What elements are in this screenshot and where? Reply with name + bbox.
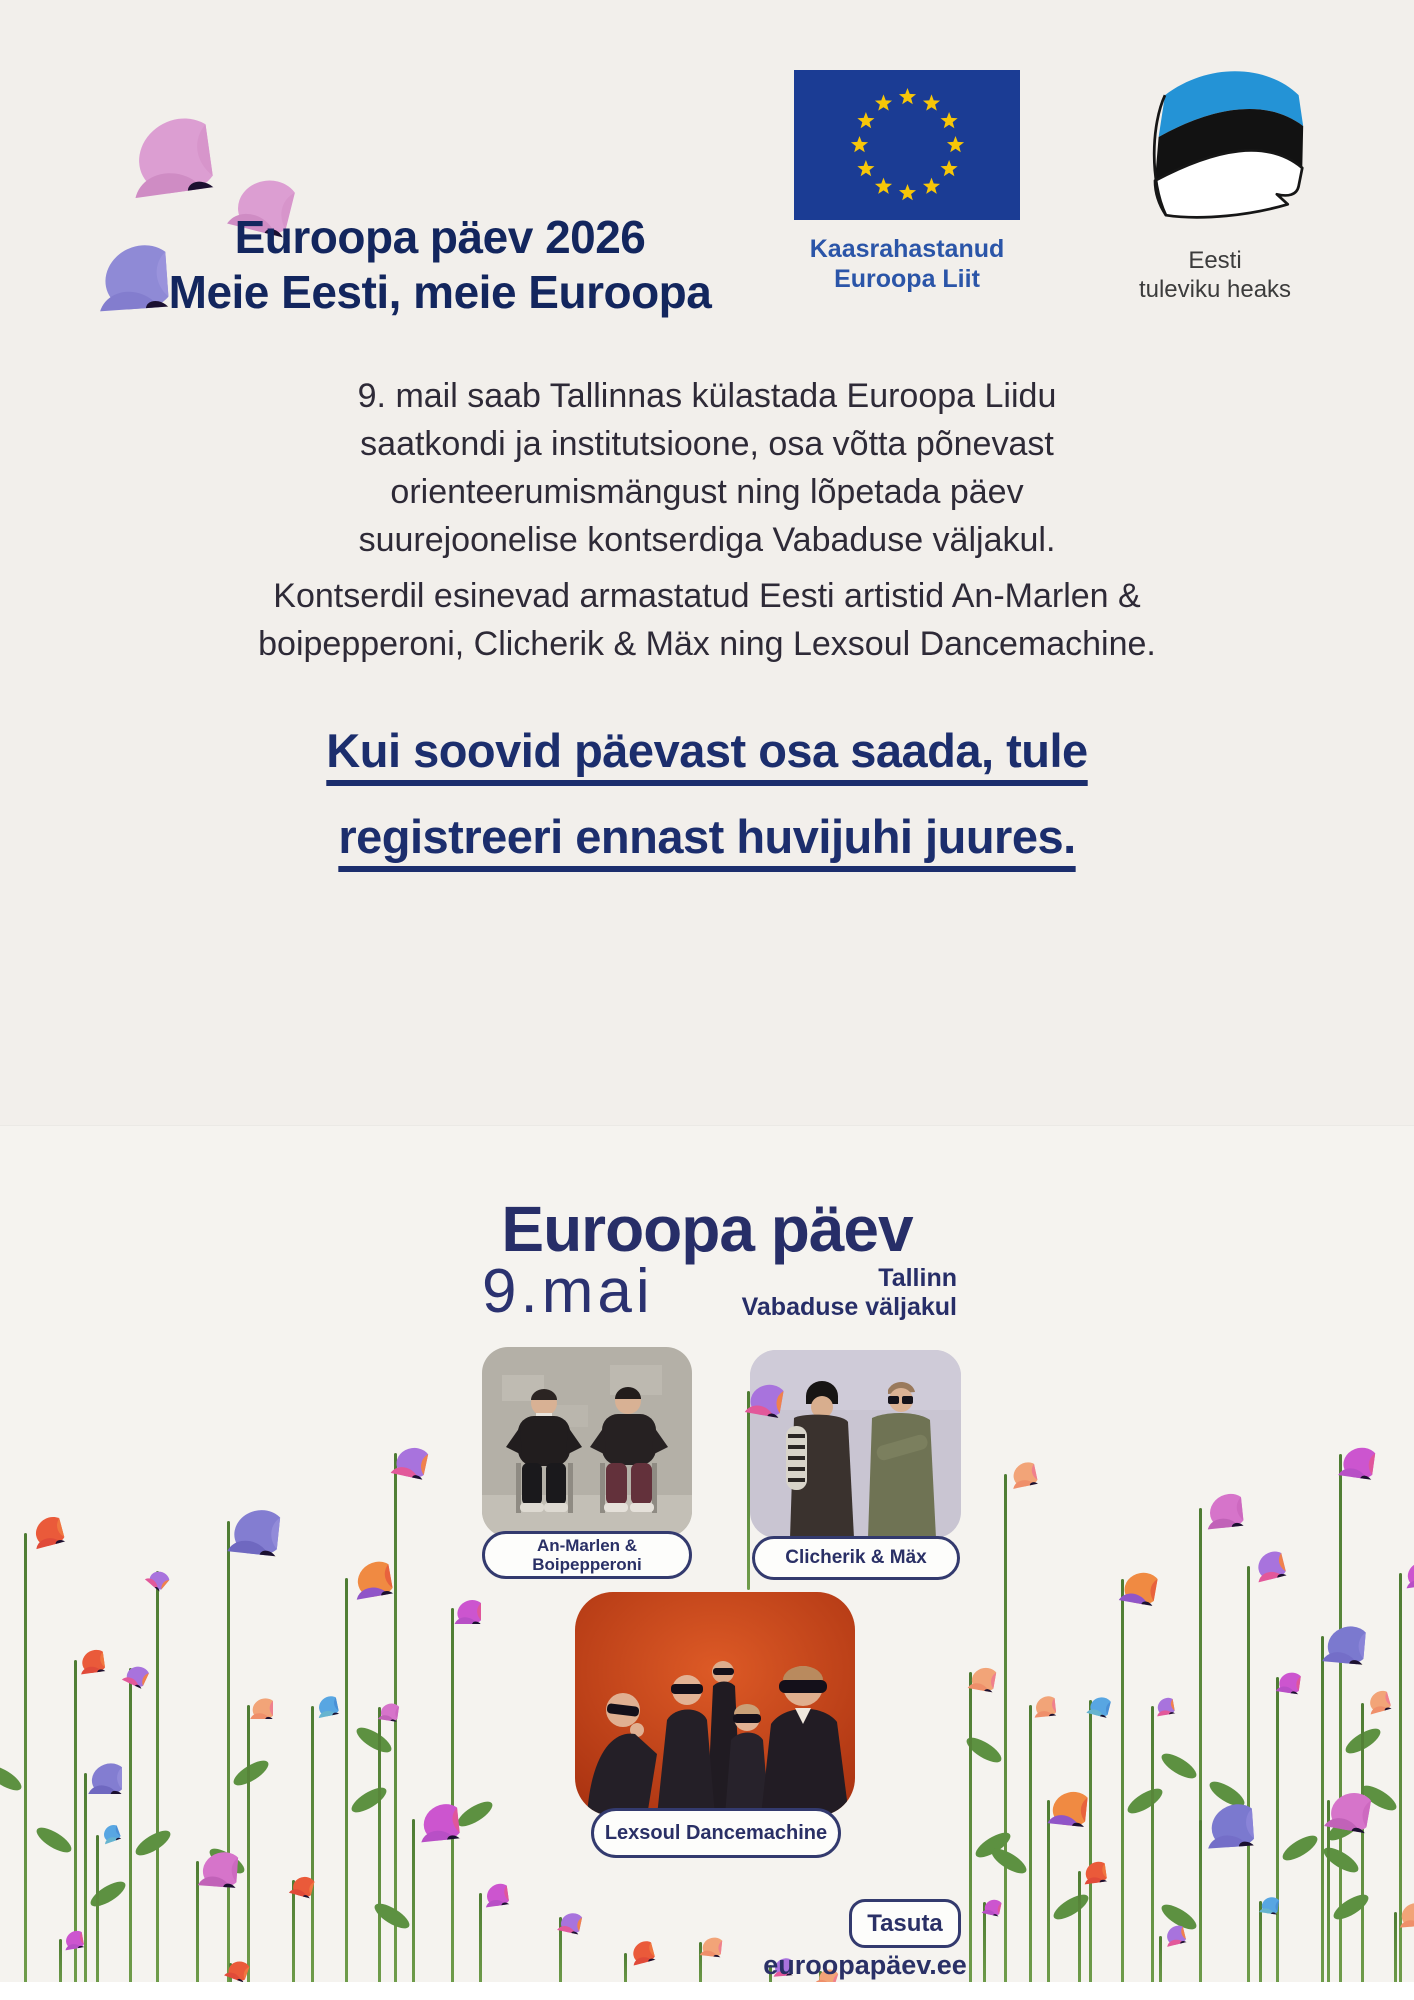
artist-name-badge: Clicherik & Mäx bbox=[752, 1536, 960, 1580]
poster-location bbox=[600, 1264, 957, 1322]
pansy-flower-icon bbox=[1365, 1870, 1414, 1931]
cta-line2: registreeri ennast huvijuhi juures. bbox=[338, 810, 1076, 863]
pansy-flower-icon bbox=[1051, 1832, 1107, 1888]
pansy-flower-icon bbox=[1129, 1674, 1175, 1720]
page-title-line1: Euroopa päev 2026 bbox=[234, 211, 646, 263]
pansy-flower-icon bbox=[285, 1669, 340, 1724]
registration-call-to-action bbox=[0, 708, 1414, 880]
poster-venue: Vabaduse väljakul bbox=[741, 1293, 957, 1321]
artist-name-badge: Lexsoul Dancemachine bbox=[591, 1808, 841, 1858]
estonia-swoosh-icon bbox=[1115, 52, 1315, 242]
page-title bbox=[140, 210, 740, 320]
flower-stem bbox=[1004, 1474, 1007, 1988]
estonia-logo-caption: Eesti tuleviku heaks bbox=[1138, 247, 1292, 303]
flower-stem bbox=[156, 1571, 159, 1988]
artist-photo-lexsoul bbox=[575, 1592, 855, 1816]
pansy-flower-icon bbox=[1156, 1446, 1244, 1534]
flower-stem bbox=[227, 1521, 230, 1988]
poster-date: 9.mai bbox=[482, 1257, 654, 1326]
pansy-flower-icon bbox=[1367, 1527, 1414, 1593]
poster-city: Tallinn bbox=[878, 1264, 957, 1292]
pansy-flower-icon bbox=[1003, 1737, 1093, 1827]
flower-stem bbox=[292, 1880, 295, 1988]
intro-line: 9. mail saab Tallinnas külastada Euroopa Liidu bbox=[357, 377, 1057, 415]
flower-stem bbox=[378, 1707, 381, 1988]
pansy-flower-icon bbox=[152, 1798, 242, 1888]
pansy-flower-icon bbox=[355, 1674, 402, 1721]
flower-stem bbox=[1078, 1871, 1081, 1988]
intro-paragraph-2 bbox=[0, 572, 1414, 668]
pansy-flower-icon bbox=[48, 1720, 122, 1794]
pansy-flower-icon bbox=[36, 1906, 85, 1955]
intro-paragraph-1 bbox=[0, 372, 1414, 564]
pansy-flower-icon bbox=[1237, 1869, 1282, 1914]
intro-line: suurejoonelise kontserdiga Vabaduse väljakul. bbox=[358, 521, 1056, 559]
pansy-flower-icon bbox=[961, 1871, 1006, 1916]
flower-stem bbox=[1327, 1800, 1330, 1988]
pansy-flower-icon bbox=[1249, 1638, 1305, 1694]
photo-illustration bbox=[575, 1592, 855, 1816]
pansy-flower-icon bbox=[1004, 1668, 1057, 1721]
pansy-flower-icon bbox=[1298, 1396, 1382, 1480]
pansy-flower-icon bbox=[1078, 1518, 1166, 1606]
estonia-brand-logo bbox=[1100, 52, 1330, 304]
intro-line: saatkondi ja institutsioone, osa võtta põnevast bbox=[360, 425, 1054, 463]
pansy-flower-icon bbox=[1146, 1744, 1255, 1853]
pansy-flower-icon bbox=[299, 1513, 394, 1608]
flower-stem bbox=[1259, 1901, 1262, 1988]
eu-cofunded-logo bbox=[777, 70, 1037, 294]
intro-line: Kontserdil esinevad armastatud Eesti artistid An-Marlen & bbox=[273, 577, 1141, 615]
pansy-flower-icon bbox=[169, 1438, 288, 1557]
flower-stem bbox=[345, 1578, 348, 1988]
pansy-flower-icon bbox=[972, 1429, 1038, 1495]
intro-line: orienteerumismängust ning lõpetada päev bbox=[390, 473, 1024, 511]
pansy-flower-icon bbox=[366, 1753, 461, 1848]
pansy-flower-icon bbox=[704, 1330, 792, 1418]
pansy-flower-icon bbox=[45, 1618, 106, 1679]
pansy-flower-icon bbox=[352, 1394, 437, 1479]
bottom-margin-strip bbox=[0, 1982, 1414, 2000]
website-url: euroopapäev.ee bbox=[763, 1950, 967, 1980]
flower-stem bbox=[1121, 1579, 1124, 1988]
pansy-flower-icon bbox=[1275, 1727, 1382, 1834]
flower-stem bbox=[1276, 1677, 1279, 1988]
flower-stem bbox=[96, 1835, 99, 1988]
pansy-flower-icon bbox=[451, 1853, 510, 1912]
photo-illustration bbox=[482, 1347, 692, 1537]
artist-name-badge: An-Marlen & Boipepperoni bbox=[482, 1531, 692, 1579]
eu-flag-icon bbox=[794, 70, 1020, 220]
pansy-flower-icon bbox=[423, 1566, 481, 1624]
pansy-flower-icon bbox=[223, 1669, 273, 1719]
eu-logo-caption: Kaasrahastanud Euroopa Liit bbox=[809, 235, 1005, 293]
flower-stem bbox=[412, 1819, 415, 1988]
flower-stem bbox=[84, 1773, 87, 1988]
flower-stem bbox=[1047, 1800, 1050, 1988]
pansy-flower-icon bbox=[532, 1878, 589, 1935]
pansy-flower-icon bbox=[938, 1628, 1003, 1693]
flower-stem bbox=[24, 1533, 27, 1988]
cta-line1: Kui soovid päevast osa saada, tule bbox=[326, 724, 1088, 777]
flower-stem bbox=[311, 1706, 314, 1988]
free-entry-badge: Tasuta bbox=[849, 1899, 961, 1948]
page-title-line2: Meie Eesti, meie Euroopa bbox=[168, 266, 712, 318]
flower-stem bbox=[969, 1672, 972, 1988]
poster-brand-title: Euroopa päev bbox=[501, 1193, 913, 1265]
intro-line: boipepperoni, Clicherik & Mäx ning Lexsoul Dancemachine. bbox=[258, 625, 1156, 663]
flower-stem bbox=[129, 1668, 132, 1988]
pansy-flower-icon bbox=[675, 1907, 726, 1958]
artist-photo-an-marlen bbox=[482, 1347, 692, 1537]
